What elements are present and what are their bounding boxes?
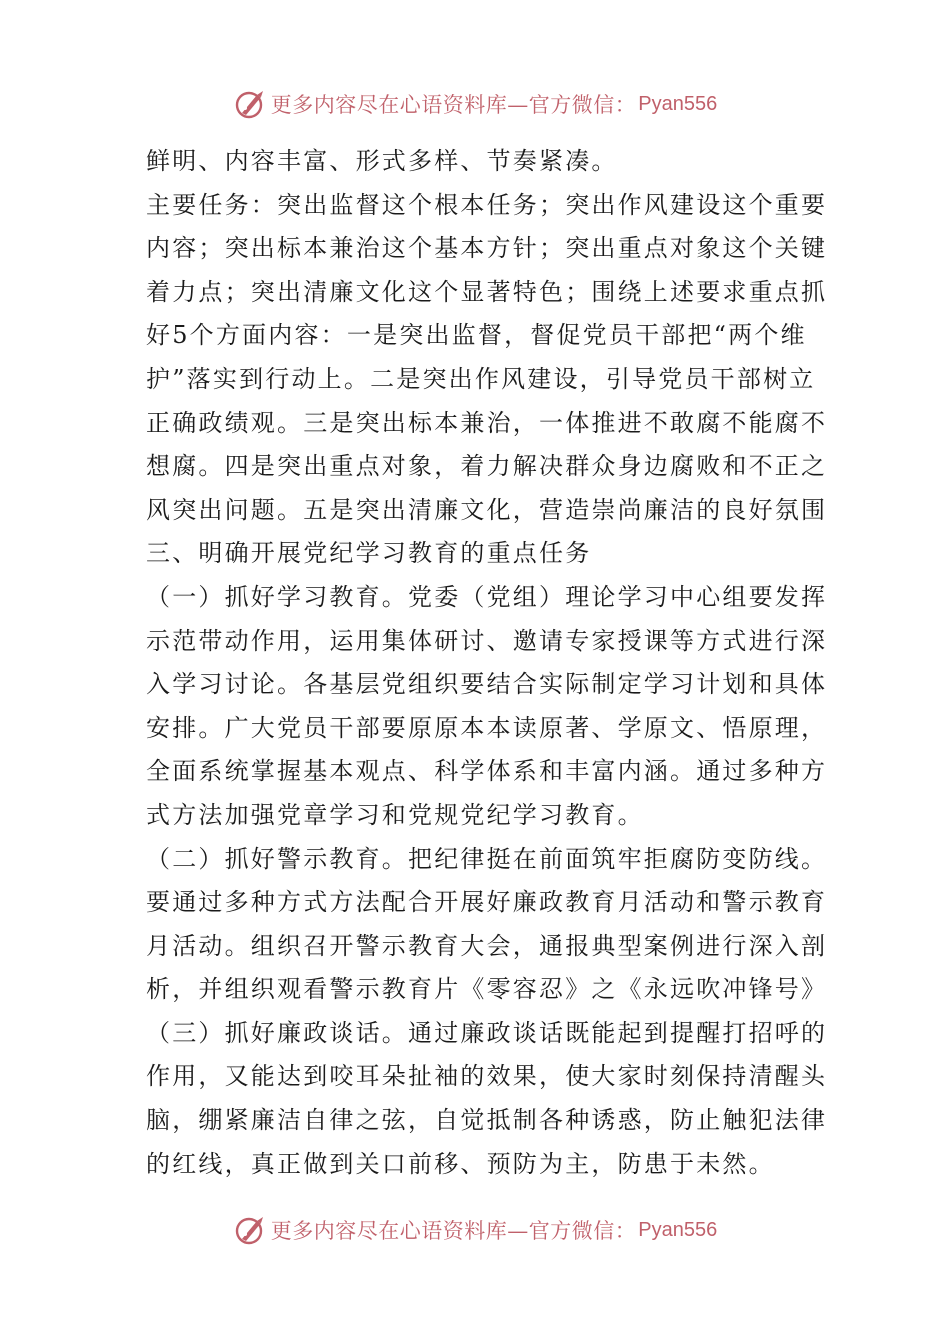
body-line: 护”落实到行动上。二是突出作风建设，引导党员干部树立 — [146, 364, 816, 393]
body-line: 全面系统掌握基本观点、科学体系和丰富内涵。通过多种方 — [146, 757, 828, 786]
body-line: 主要任务：突出监督这个根本任务；突出作风建设这个重要 — [146, 190, 828, 219]
body-line: （二）抓好警示教育。把纪律挺在前面筑牢拒腐防变防线。 — [146, 844, 828, 873]
section-heading: 三、明确开展党纪学习教育的重点任务 — [146, 539, 592, 568]
watermark-handle: Pyan556 — [638, 92, 718, 115]
body-line: 好5个方面内容：一是突出监督，督促党员干部把“两个维 — [146, 321, 807, 350]
body-line: 示范带动作用，运用集体研讨、邀请专家授课等方式进行深 — [146, 626, 828, 655]
body-line: 月活动。组织召开警示教育大会，通报典型案例进行深入剖 — [146, 931, 828, 960]
pen-seal-icon — [233, 87, 267, 121]
body-line: 析，并组织观看警示教育片《零容忍》之《永远吹冲锋号》 — [146, 975, 828, 1004]
watermark-text: 更多内容尽在心语资料库—官方微信： — [270, 1219, 637, 1243]
watermark-footer — [0, 1210, 950, 1250]
watermark-header — [0, 84, 950, 124]
document-body — [146, 140, 828, 1186]
body-line: 的红线，真正做到关口前移、预防为主，防患于未然。 — [146, 1149, 775, 1178]
body-line: （一）抓好学习教育。党委（党组）理论学习中心组要发挥 — [146, 582, 828, 611]
body-line: 正确政绩观。三是突出标本兼治，一体推进不敢腐不能腐不 — [146, 408, 828, 437]
body-line: 式方法加强党章学习和党规党纪学习教育。 — [146, 800, 644, 829]
body-line: 着力点；突出清廉文化这个显著特色；围绕上述要求重点抓 — [146, 277, 828, 306]
watermark-text: 更多内容尽在心语资料库—官方微信： — [270, 93, 637, 117]
body-line: （三）抓好廉政谈话。通过廉政谈话既能起到提醒打招呼的 — [146, 1018, 828, 1047]
pen-seal-icon — [233, 1213, 267, 1247]
body-line: 作用，又能达到咬耳朵扯袖的效果，使大家时刻保持清醒头 — [146, 1062, 828, 1091]
body-line: 风突出问题。五是突出清廉文化，营造崇尚廉洁的良好氛围 — [146, 495, 828, 524]
body-line: 内容；突出标本兼治这个基本方针；突出重点对象这个关键 — [146, 234, 828, 263]
body-line: 安排。广大党员干部要原原本本读原著、学原文、悟原理， — [146, 713, 828, 742]
body-line: 入学习讨论。各基层党组织要结合实际制定学习计划和具体 — [146, 670, 828, 699]
watermark-handle: Pyan556 — [638, 1218, 718, 1241]
body-line: 脑，绷紧廉洁自律之弦，自觉抵制各种诱惑，防止触犯法律 — [146, 1106, 828, 1135]
body-line: 要通过多种方式方法配合开展好廉政教育月活动和警示教育 — [146, 888, 828, 917]
body-line: 鲜明、内容丰富、形式多样、节奏紧凑。 — [146, 147, 618, 175]
body-line: 想腐。四是突出重点对象，着力解决群众身边腐败和不正之 — [146, 452, 828, 481]
